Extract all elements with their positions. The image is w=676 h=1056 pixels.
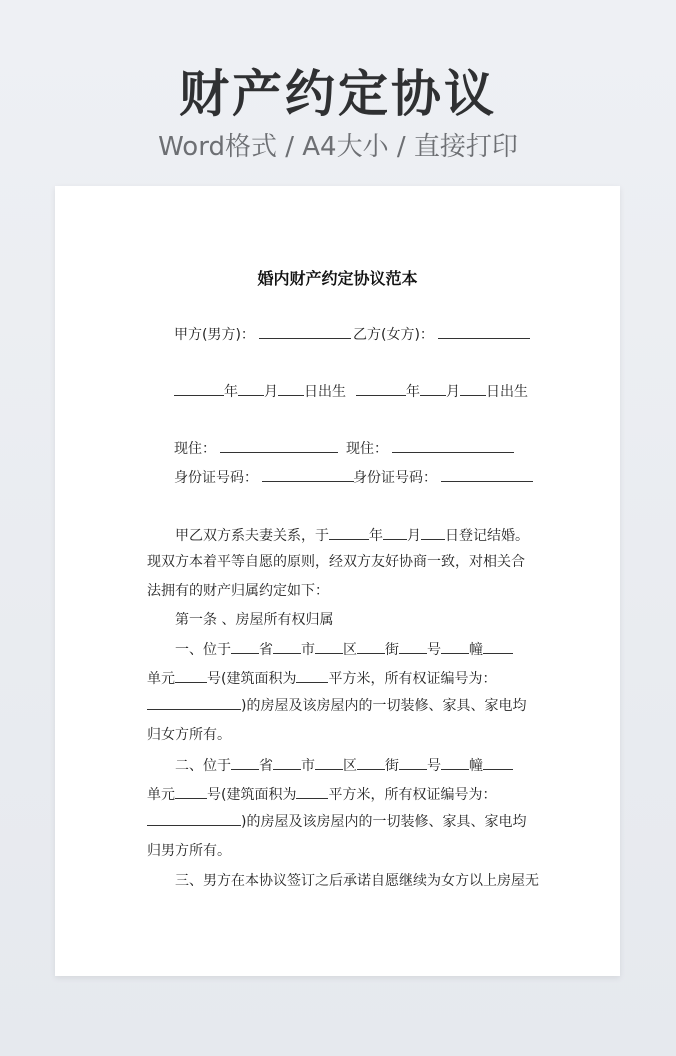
item-1-jie-blank[interactable]	[357, 639, 385, 654]
address-label: 现住：	[174, 441, 216, 457]
shi-label: 市	[301, 642, 315, 658]
item-2-area-blank[interactable]	[296, 784, 328, 799]
item-2-unit-blank[interactable]	[175, 784, 207, 799]
id-label: 身份证号码：	[174, 470, 258, 486]
article-1-label: 第一条 、房屋所有权归属	[175, 612, 334, 628]
qu-label: 区	[343, 642, 357, 658]
banner	[0, 62, 676, 164]
shi-label: 市	[301, 758, 315, 774]
item-2-tail-text: )的房屋及该房屋内的一切装修、家具、家电均归男方所有。	[147, 814, 527, 859]
birth-a-year-blank[interactable]	[174, 381, 224, 396]
party-b-blank[interactable]	[438, 324, 530, 339]
jie-label: 街	[385, 758, 399, 774]
party-b-birth	[356, 381, 528, 402]
birth-b-day-blank[interactable]	[460, 381, 486, 396]
unit-label: 单元	[147, 787, 175, 803]
party-a-label: 甲方(男方)：	[174, 327, 255, 343]
jie-label: 街	[385, 642, 399, 658]
item-1-tail-text: )的房屋及该房屋内的一切装修、家具、家电均归女方所有。	[147, 698, 527, 743]
intro-text: 甲乙双方系夫妻关系，于	[175, 528, 329, 544]
chuang-label: 幢	[469, 642, 483, 658]
item-1-tail	[147, 692, 532, 750]
item-2-location	[147, 755, 532, 776]
item-1-cert-blank[interactable]	[147, 695, 241, 710]
birth-b-month-blank[interactable]	[420, 381, 446, 396]
sheng-label: 省	[259, 758, 273, 774]
party-a-blank[interactable]	[259, 324, 351, 339]
id-a-blank[interactable]	[262, 467, 354, 482]
intro-line	[147, 525, 532, 546]
item-2-chuang-blank[interactable]	[483, 755, 513, 770]
item-2-prefix: 二、位于	[175, 758, 231, 774]
item-1-sheng-blank[interactable]	[231, 639, 259, 654]
item-1-location	[147, 639, 532, 660]
area-label: 号(建筑面积为	[207, 671, 297, 687]
item-1-prefix: 一、位于	[175, 642, 231, 658]
intro-text-end: 日登记结婚。	[445, 528, 529, 544]
chuang-label: 幢	[469, 758, 483, 774]
party-a-id	[174, 467, 354, 488]
month-label: 月	[264, 384, 278, 400]
area-label: 号(建筑面积为	[207, 787, 297, 803]
party-b-label: 乙方(女方)：	[353, 327, 434, 343]
cert-label: 平方米，所有权证编号为：	[328, 787, 497, 803]
document-page	[55, 186, 620, 976]
unit-label: 单元	[147, 671, 175, 687]
party-a-address	[174, 438, 338, 459]
item-1-hao-blank[interactable]	[399, 639, 427, 654]
item-2-sheng-blank[interactable]	[231, 755, 259, 770]
year-label: 年	[406, 384, 420, 400]
born-label: 日出生	[486, 384, 528, 400]
item-2-hao-blank[interactable]	[399, 755, 427, 770]
item-1-shi-blank[interactable]	[273, 639, 301, 654]
party-b-address	[346, 438, 514, 459]
document-title: 婚内财产约定协议范本	[257, 269, 418, 288]
item-2-qu-blank[interactable]	[315, 755, 343, 770]
item-1-area-blank[interactable]	[296, 668, 328, 683]
party-a-line	[174, 324, 351, 345]
item-2-shi-blank[interactable]	[273, 755, 301, 770]
item-2-area	[147, 784, 532, 805]
item-1-building-blank[interactable]	[441, 639, 469, 654]
sheng-label: 省	[259, 642, 273, 658]
intro-paragraph: 现双方本着平等自愿的原则，经双方友好协商一致，对相关合法拥有的财产归属约定如下：	[147, 554, 525, 599]
year-label: 年	[224, 384, 238, 400]
address-a-blank[interactable]	[220, 438, 338, 453]
birth-a-day-blank[interactable]	[278, 381, 304, 396]
born-label: 日出生	[304, 384, 346, 400]
birth-a-month-blank[interactable]	[238, 381, 264, 396]
item-2-tail	[147, 808, 532, 866]
intro-month-label: 月	[407, 528, 421, 544]
address-label: 现住：	[346, 441, 388, 457]
party-b-id	[353, 467, 533, 488]
item-1-qu-blank[interactable]	[315, 639, 343, 654]
qu-label: 区	[343, 758, 357, 774]
hao-label: 号	[427, 758, 441, 774]
party-b-line	[353, 324, 530, 345]
item-1-area	[147, 668, 532, 689]
item-2-cert-blank[interactable]	[147, 811, 241, 826]
item-3	[147, 871, 539, 891]
marriage-month-blank[interactable]	[383, 525, 407, 540]
intro-year-label: 年	[369, 528, 383, 544]
banner-subtitle: Word格式 / A4大小 / 直接打印	[158, 132, 518, 162]
item-1-chuang-blank[interactable]	[483, 639, 513, 654]
marriage-year-blank[interactable]	[329, 525, 369, 540]
item-2-jie-blank[interactable]	[357, 755, 385, 770]
party-a-birth	[174, 381, 346, 402]
item-3-text: 三、男方在本协议签订之后承诺自愿继续为女方以上房屋无	[175, 873, 539, 889]
cert-label: 平方米，所有权证编号为：	[328, 671, 497, 687]
marriage-day-blank[interactable]	[421, 525, 445, 540]
id-label: 身份证号码：	[353, 470, 437, 486]
item-1-unit-blank[interactable]	[175, 668, 207, 683]
month-label: 月	[446, 384, 460, 400]
banner-title: 财产约定协议	[179, 65, 497, 123]
id-b-blank[interactable]	[441, 467, 533, 482]
address-b-blank[interactable]	[392, 438, 514, 453]
article-1-heading	[147, 610, 532, 630]
item-2-building-blank[interactable]	[441, 755, 469, 770]
hao-label: 号	[427, 642, 441, 658]
birth-b-year-blank[interactable]	[356, 381, 406, 396]
